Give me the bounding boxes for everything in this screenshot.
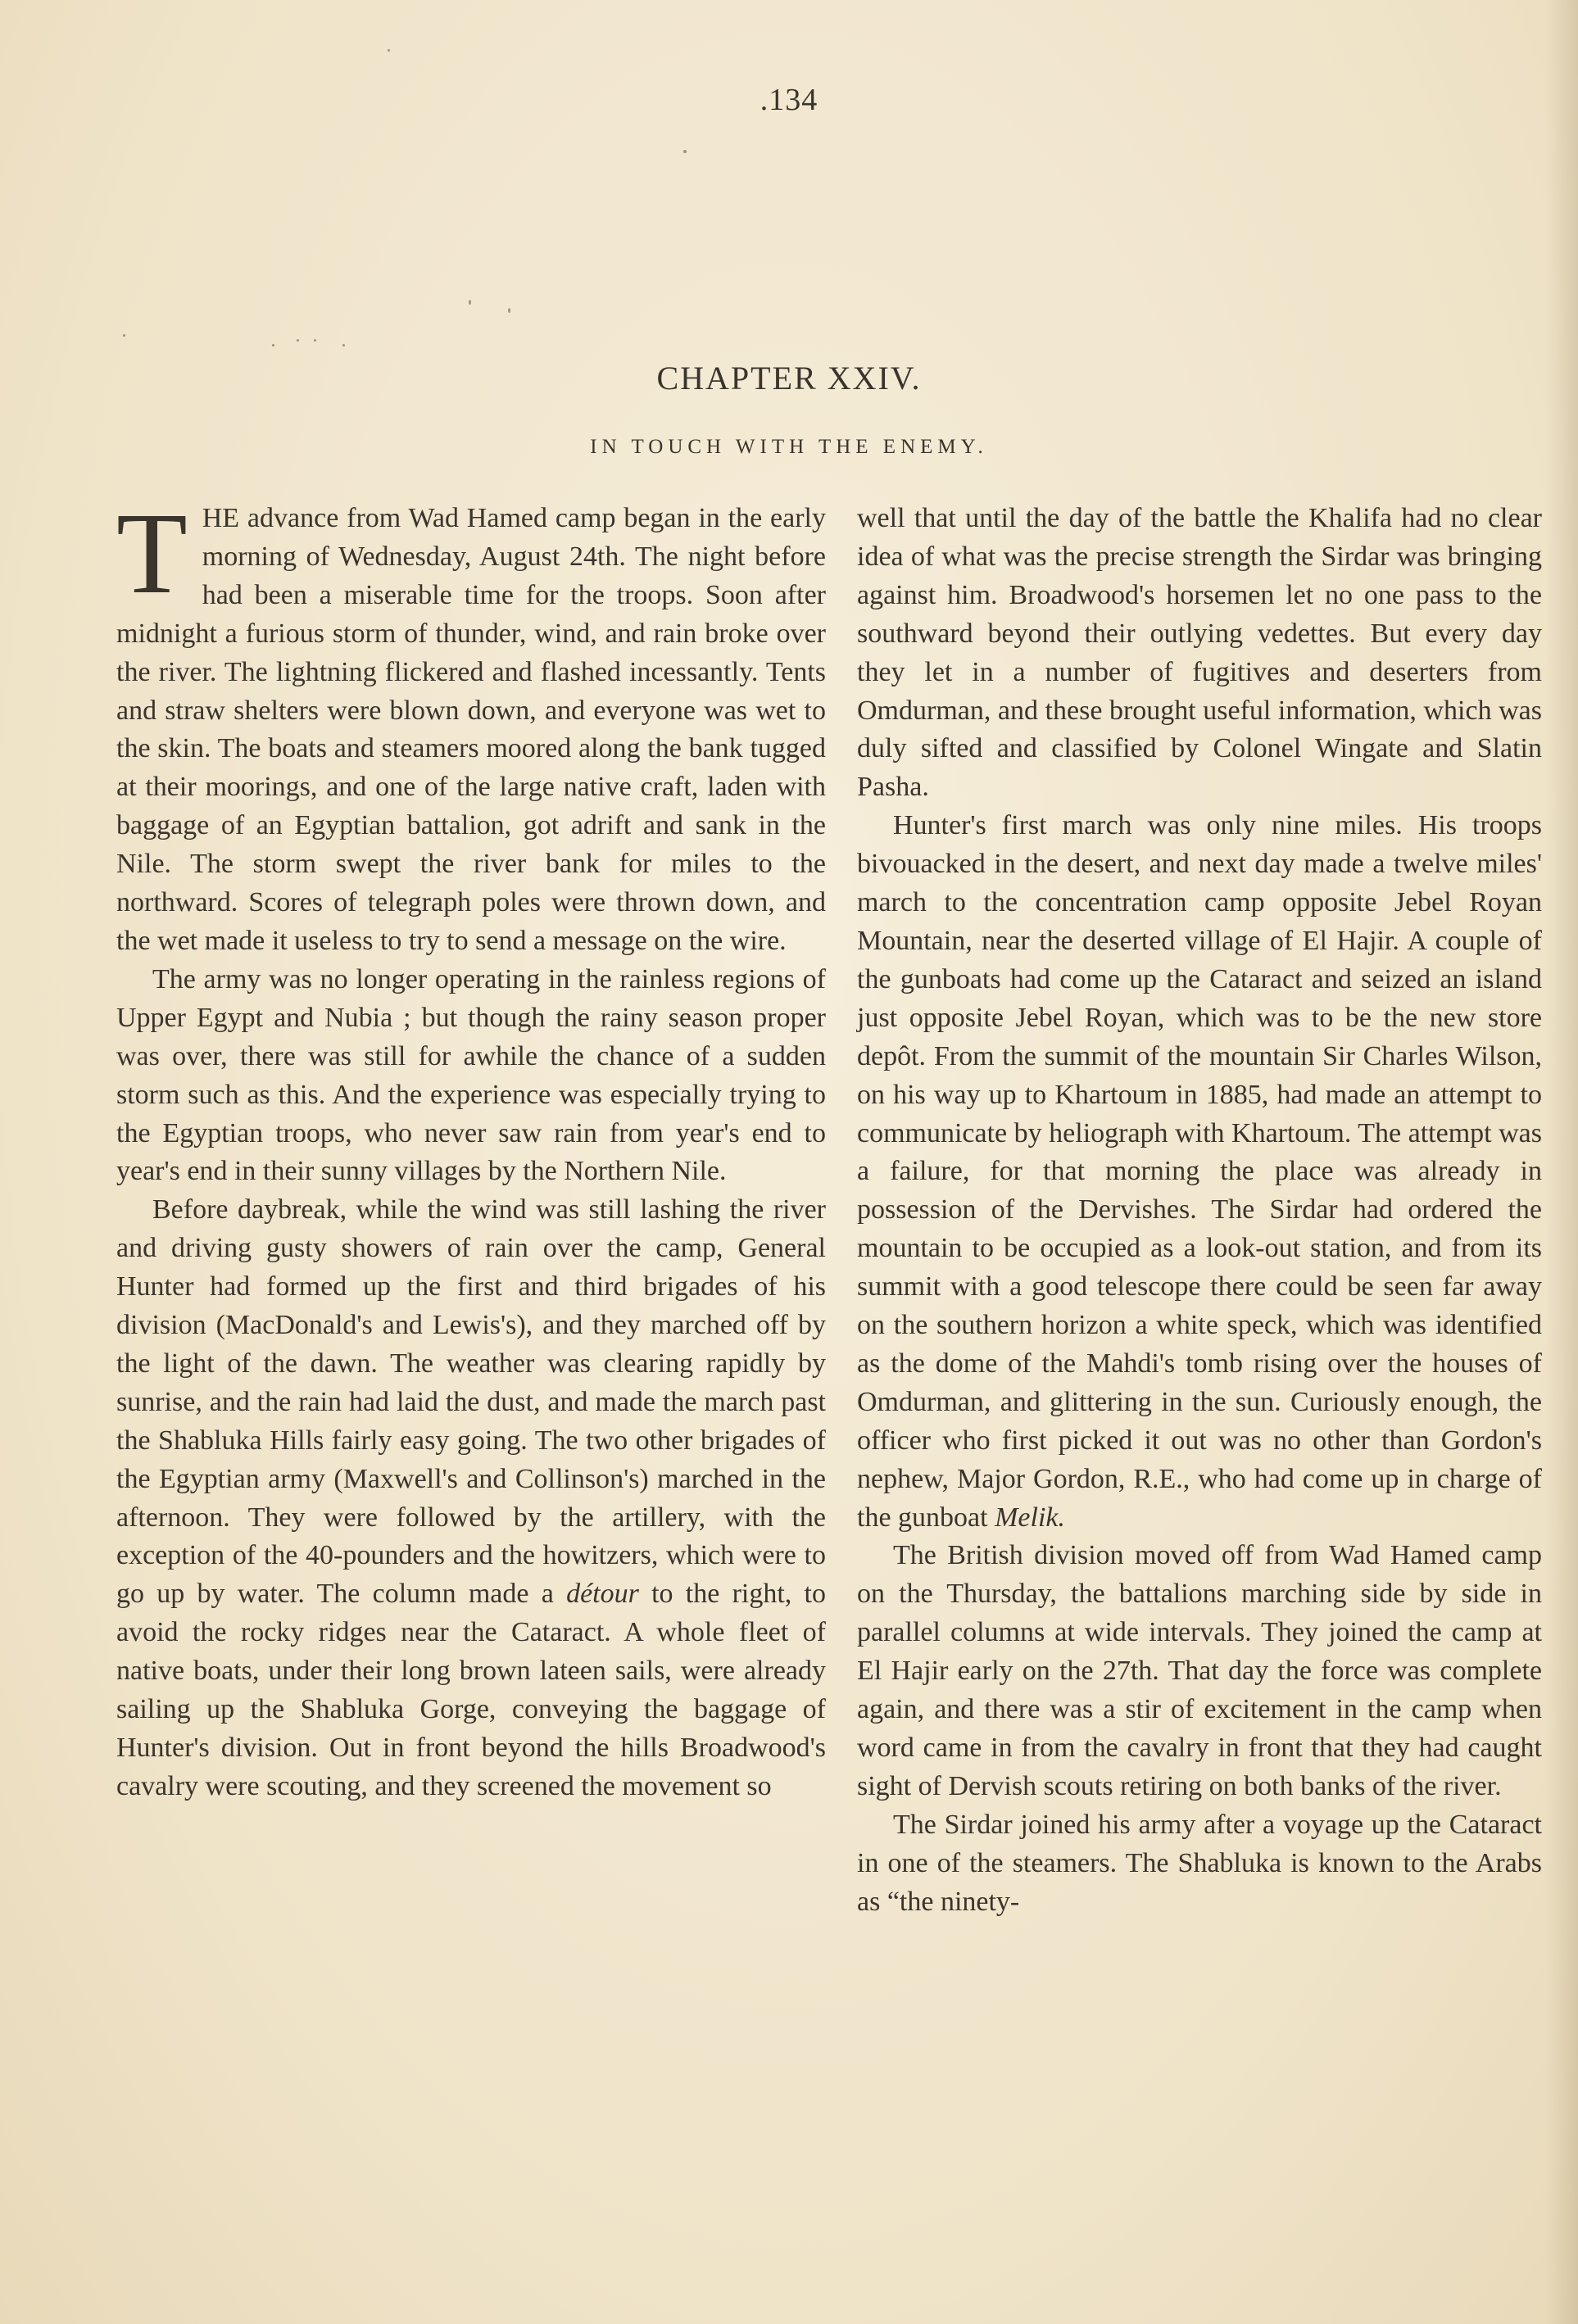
italic-word: détour — [566, 1579, 639, 1610]
page-edge-shadow — [1545, 0, 1578, 2324]
paragraph-text: HE advance from Wad Hamed camp began in the early morning of Wednesday, August 24th. The night before had been a miserable time for the troops. Soon after midnight a furious storm of thunder, wind, and rain broke over the river. The lightning flickered and flashed incessantly. Tents and straw shelters were blown down, and everyone was wet to the skin. The boats and steamers moored along the bank tugged at their moorings, and one of the large native craft, laden with baggage of an Egyptian battalion, got adrift and sank in the Nile. The storm swept the river bank for miles to the northward. Scores of telegraph poles were thrown down, and the wet made it useless to try to send a message on the wire. — [116, 503, 826, 956]
paragraph-text: to the right, to avoid the rocky ridges near the Cataract. A whole fleet of native boats, under their long brown lateen sails, were already sailing up the Shabluka Gorge, conveying the baggage of Hunter's division. Out in front beyond the hills Broadwood's cavalry were scouting, and they screened the movement so — [116, 1579, 827, 1801]
ink-speck — [297, 339, 299, 342]
paragraph-text: Hunter's first march was only nine miles. His troops bivouacked in the desert, and next day made a twelve miles' march to the concentration camp opposite Jebel Royan Mountain, near the deserted village of El Hajir. A couple of the gunboats had come up the Cataract and seized an island just opposite Jebel Royan, which was to be the new store depôt. From the summit of the mountain Sir Charles Wilson, on his way up to Khartoum in 1885, had made an attempt to communicate by heliograph with Khartoum. The attempt was a failure, for that morning the place was already in possession of the Dervishes. The Sirdar had ordered the mountain to be occupied as a look-out station, and from its summit with a good telescope there could be seen far away on the southern horizon a white speck, which was identified as the dome of the Mahdi's tomb rising over the houses of Omdurman, and glittering in the sun. Curiously enough, the officer who first picked it out was no other than Gordon's nephew, Major Gordon, R.E., who had come up in charge of the gunboat — [857, 810, 1542, 1533]
paragraph — [857, 807, 1542, 1537]
paragraph: The army was no longer operating in the rainless regions of Upper Egypt and Nubia ; but though the rainy season proper was over, there was still for awhile the chance of a sudden storm such as this. And the experience was especially trying to the Egyptian troops, who never saw rain from year's end to year's end in their sunny villages by the Northern Nile. — [116, 963, 826, 1187]
ink-speck — [342, 344, 345, 347]
ink-speck — [469, 300, 471, 305]
chapter-subtitle: IN TOUCH WITH THE ENEMY. — [590, 436, 988, 458]
paragraph: The Sirdar joined his army after a voyage up the Cataract in one of the steamers. The Shabluka is known to the Arabs as “the ninety- — [857, 1809, 1542, 1917]
ink-speck — [508, 308, 510, 313]
ink-speck — [272, 344, 274, 347]
ink-speck — [683, 150, 687, 153]
paragraph-text: Before daybreak, while the wind was still lashing the river and driving gusty showers of rain over the camp, General Hunter had formed up the first and third brigades of his division (MacDonald's and Lewis's), and they marched off by the light of the dawn. The weather was clearing rapidly by sunrise, and the rain had laid the dust, and made the march past the Shabluka Hills fairly easy going. The two other brigades of the Egyptian army (Maxwell's and Collinson's) marched in the afternoon. They were followed by the artillery, with the exception of the 40-pounders and the howitzers, which were to go up by water. The column made a — [116, 1194, 826, 1610]
paragraph — [116, 1191, 826, 1806]
page-number: .134 — [760, 83, 818, 117]
paragraph: The British division moved off from Wad Hamed camp on the Thursday, the battalions marching side by side in parallel columns at wide intervals. They joined the camp at El Hajir early on the 27th. That day the force was complete again, and there was a stir of excitement in the camp when word came in from the cavalry in front that they had caught sight of Dervish scouts retiring on both banks of the river. — [857, 1540, 1542, 1801]
italic-word: Melik. — [995, 1502, 1065, 1533]
left-column — [116, 488, 827, 1806]
ink-speck — [314, 339, 316, 342]
ink-speck — [123, 334, 125, 337]
paragraph — [116, 488, 826, 961]
ink-speck — [388, 49, 390, 52]
paragraph: well that until the day of the battle the Khalifa had no clear idea of what was the precise strength the Sirdar was bringing against him. Broadwood's horsemen let no one pass to the southward beyond their outlying vedettes. But every day they let in a number of fugitives and deserters from Omdurman, and these brought useful information, which was duly sifted and classified by Colonel Wingate and Slatin Pasha. — [857, 503, 1542, 803]
right-column — [857, 500, 1542, 1922]
drop-cap: T — [116, 488, 188, 618]
chapter-title: CHAPTER XXIV. — [656, 360, 922, 396]
